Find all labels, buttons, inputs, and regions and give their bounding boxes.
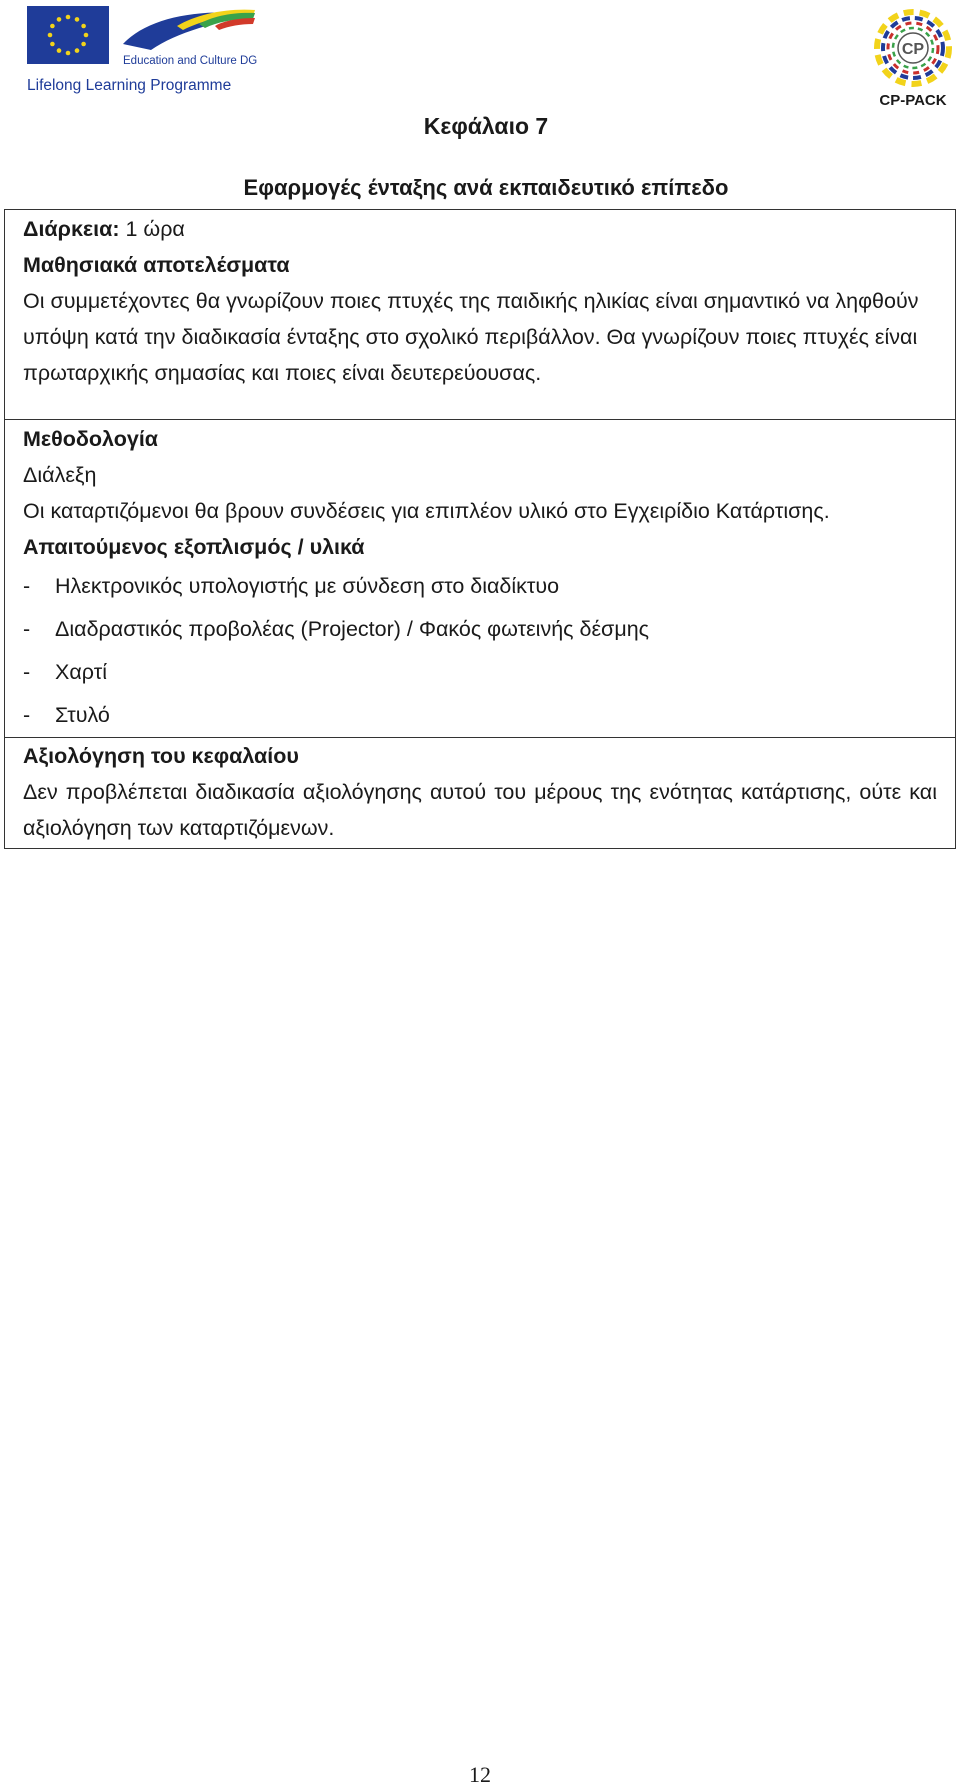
chapter-title: Κεφάλαιο 7 <box>423 113 549 139</box>
list-item-text: Ηλεκτρονικός υπολογιστής με σύνδεση στο διαδίκτυο <box>55 574 560 598</box>
chapter-subtitle: Εφαρμογές ένταξης ανά εκπαιδευτικό επίπεδο <box>243 175 729 200</box>
list-item <box>23 694 937 737</box>
list-item <box>23 651 937 694</box>
equipment-list <box>23 565 937 737</box>
evaluation-heading: Αξιολόγηση του κεφαλαίου <box>23 744 299 768</box>
svg-text:Lifelong Learning Programme: Lifelong Learning Programme <box>27 77 232 94</box>
outcomes-heading: Μαθησιακά αποτελέσματα <box>23 253 290 277</box>
duration-line <box>23 211 937 247</box>
list-item-text: Στυλό <box>55 703 110 727</box>
evaluation-section <box>5 737 955 848</box>
list-item-text: Διαδραστικός προβολέας (Projector) / Φακός φωτεινής δέσμης <box>55 617 650 641</box>
dash-bullet: - <box>23 617 31 641</box>
methodology-section <box>5 419 955 737</box>
duration-value: 1 ώρα <box>119 217 185 241</box>
equipment-heading: Απαιτούμενος εξοπλισμός / υλικά <box>23 535 365 559</box>
dash-bullet: - <box>23 574 31 598</box>
list-item <box>23 608 937 651</box>
outcomes-text: Οι συμμετέχοντες θα γνωρίζουν ποιες πτυχές της παιδικής ηλικίας είναι σημαντικό να ληφθούν υπόψη κατά την διαδικασία ένταξης στο σχολικό περιβάλλον. Θα γνωρίζουν ποιες πτυχές είναι πρωταρχικής σημασίας και ποιες είναι δευτερεύουσας. <box>23 289 919 385</box>
dash-bullet: - <box>23 703 31 727</box>
list-item <box>23 565 937 608</box>
header-logos <box>0 0 960 110</box>
list-item-text: Χαρτί <box>55 660 107 684</box>
chapter-info-table <box>4 209 956 849</box>
duration-label: Διάρκεια: <box>23 217 120 241</box>
svg-text:CP: CP <box>901 41 925 58</box>
methodology-heading: Μεθοδολογία <box>23 427 159 451</box>
methodology-text: Οι καταρτιζόμενοι θα βρουν συνδέσεις για επιπλέον υλικό στο Εγχειρίδιο Κατάρτισης. <box>23 499 830 523</box>
svg-text:Education and Culture DG: Education and Culture DG <box>123 55 257 67</box>
outcomes-section <box>5 210 955 419</box>
page-number: 12 <box>469 1762 491 1787</box>
eu-lifelong-learning-logo <box>27 4 257 100</box>
evaluation-text: Δεν προβλέπεται διαδικασία αξιολόγησης αυτού του μέρους της ενότητας κατάρτισης, ούτε και αξιολόγηση των καταρτιζόμενων. <box>23 780 937 840</box>
dash-bullet: - <box>23 660 31 684</box>
svg-text:CP-PACK: CP-PACK <box>879 92 947 109</box>
cp-pack-logo <box>865 4 960 110</box>
methodology-method: Διάλεξη <box>23 463 97 487</box>
